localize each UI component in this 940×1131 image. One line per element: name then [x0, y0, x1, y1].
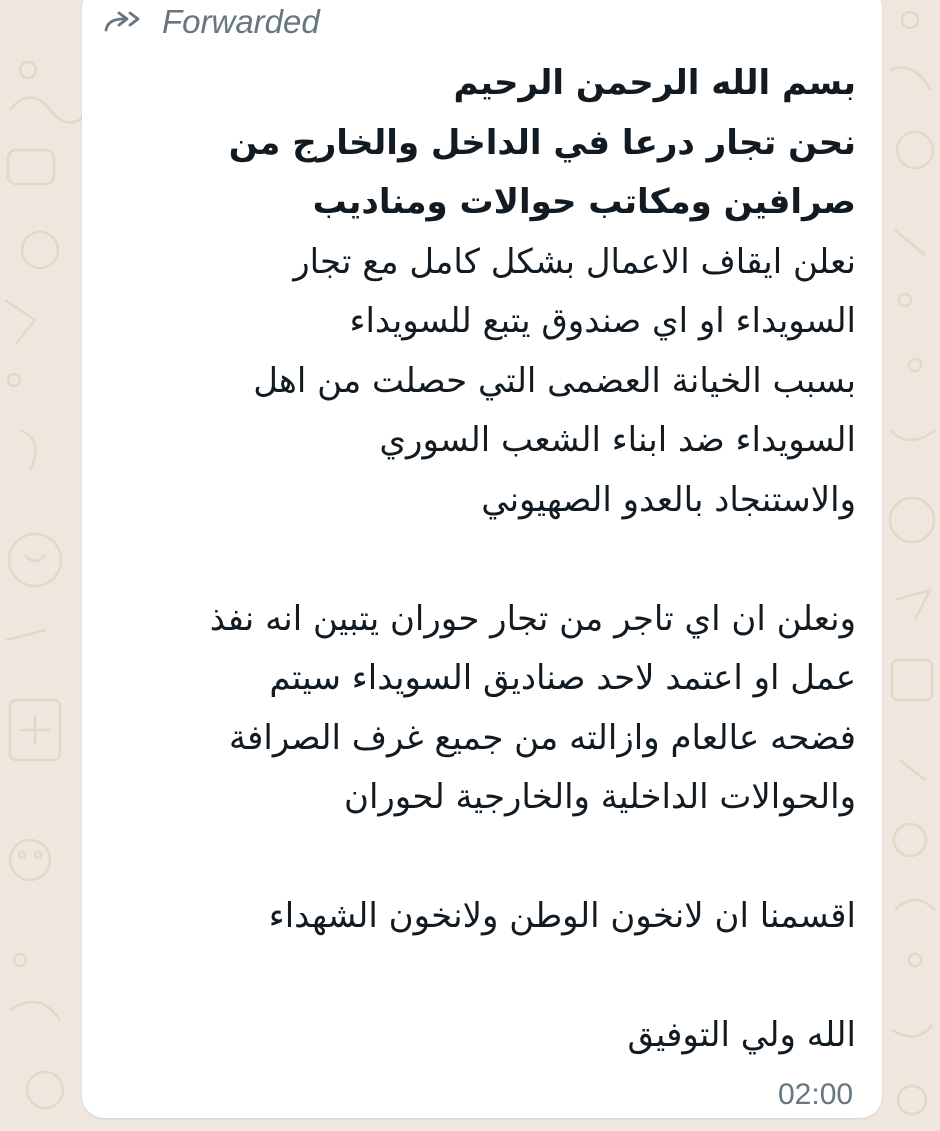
message-line: والاستنجاد بالعدو الصهيوني	[481, 479, 856, 520]
message-line: فضحه عالعام وازالته من جميع غرف الصرافة	[228, 717, 856, 758]
message-line: اقسمنا ان لانخون الوطن ولانخون الشهداء	[268, 896, 856, 936]
message-line: الله ولي التوفيق	[627, 1015, 856, 1055]
forwarded-text: Forwarded	[162, 3, 320, 40]
message-line: نعلن ايقاف الاعمال بشكل كامل مع تجار	[293, 241, 856, 282]
message-line: صرافين ومكاتب حوالات ومناديب	[312, 182, 856, 222]
blank-line	[156, 828, 856, 888]
message-line: عمل او اعتمد لاحد صناديق السويداء سيتم	[269, 658, 856, 698]
forwarded-label	[104, 0, 320, 44]
message-line: السويداء او اي صندوق يتبع للسويداء	[349, 301, 856, 341]
message-text	[156, 54, 856, 1066]
blank-line	[156, 530, 856, 590]
message-line: بسم الله الرحمن الرحيم	[453, 63, 856, 103]
forward-arrow-icon	[104, 11, 144, 33]
message-line: بسبب الخيانة العضمى التي حصلت من اهل	[253, 360, 856, 401]
message-line: ونعلن ان اي تاجر من تجار حوران يتبين انه نفذ	[209, 598, 856, 639]
message-line: والحوالات الداخلية والخارجية لحوران	[343, 777, 856, 817]
message-line: السويداء ضد ابناء الشعب السوري	[379, 420, 856, 460]
message-timestamp: 02:00	[778, 1078, 854, 1111]
message-line: نحن تجار درعا في الداخل والخارج من	[228, 122, 856, 163]
blank-line	[156, 947, 856, 1007]
